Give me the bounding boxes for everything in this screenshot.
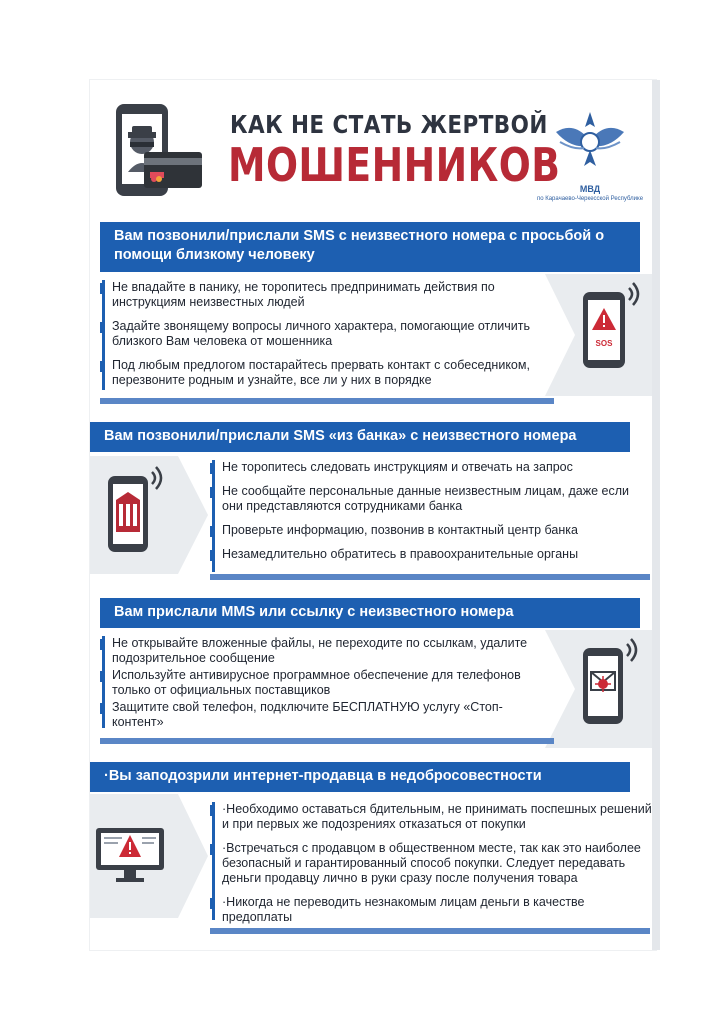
section-1-footer-bar (100, 398, 554, 404)
phone-bank-icon (90, 456, 208, 574)
sos-label: SOS (595, 339, 613, 348)
list-item: ·Необходимо оставаться бдительным, не принимать поспешных решений и при первых же подозрениях отказаться от покупки (210, 802, 652, 832)
list-item: Не открывайте вложенные файлы, не переходите по ссылкам, удалите подозрительное сообщение (100, 636, 530, 666)
section-online-seller (90, 762, 656, 942)
monitor-warning-icon (90, 794, 208, 918)
list-item: ·Никогда не переводить незнакомым лицам деньги в качестве предоплаты (210, 895, 652, 925)
list-item: Защитите свой телефон, подключите БЕСПЛАТНУЮ услугу «Стоп-контент» (100, 700, 530, 730)
poster-sheet (90, 80, 656, 950)
section-bank-sms (90, 422, 656, 582)
section-3-title: Вам прислали MMS или ссылку с неизвестного номера (114, 604, 514, 620)
section-1-items (100, 280, 530, 397)
section-3-items (100, 636, 530, 739)
section-4-title: ·Вы заподозрили интернет-продавца в недобросовестности (104, 768, 542, 784)
section-2-banner (90, 422, 630, 452)
section-4-banner (90, 762, 630, 792)
emblem-org: МВД (579, 184, 601, 194)
section-1-title: Вам позвонили/прислали SMS с неизвестного номера с просьбой о помощи близкому человеку (114, 228, 605, 263)
section-1-banner (100, 222, 640, 272)
section-4-footer-bar (210, 928, 650, 934)
section-3-footer-bar (100, 738, 554, 744)
list-item: Незамедлительно обратитесь в правоохранительные органы (210, 547, 650, 562)
mvd-emblem (530, 102, 650, 212)
list-item: Проверьте информацию, позвонив в контактный центр банка (210, 523, 650, 538)
list-item: Под любым предлогом постарайтесь прервать контакт с собеседником, перезвоните родным и узнайте, все ли у них в порядке (100, 358, 530, 388)
paper-edge (652, 80, 660, 950)
phone-warning-sos-icon (545, 274, 655, 396)
list-item: Используйте антивирусное программное обеспечение для телефонов только от официальных поставщиков (100, 668, 530, 698)
list-item: Задайте звонящему вопросы личного характера, помогающие отличить близкого Вам человека от мошенника (100, 319, 530, 349)
title-line-1: КАК НЕ СТАТЬ ЖЕРТВОЙ (230, 110, 548, 139)
section-2-title: Вам позвонили/прислали SMS «из банка» с неизвестного номера (104, 428, 577, 444)
list-item: Не торопитесь следовать инструкциям и отвечать на запрос (210, 460, 650, 475)
phone-virus-message-icon (545, 630, 655, 748)
section-4-items (210, 802, 652, 934)
section-2-footer-bar (210, 574, 650, 580)
fraudster-phone-card-icon (110, 102, 210, 202)
section-2-items (210, 460, 650, 571)
eagle-emblem-icon (550, 102, 630, 182)
list-item: ·Встречаться с продавцом в общественном месте, так как это наиболее безопасный и гарантированный способ покупки. Следует передавать деньги продавцу лично в руки сразу после получения товара (210, 841, 652, 886)
section-mms-link (90, 598, 656, 748)
list-item: Не сообщайте персональные данные неизвестным лицам, даже если они представляются сотрудниками банка (210, 484, 650, 514)
poster-header (90, 80, 656, 220)
section-relative-help (90, 222, 656, 402)
list-item: Не впадайте в панику, не торопитесь предпринимать действия по инструкциям неизвестных людей (100, 280, 530, 310)
title-line-2: МОШЕННИКОВ (228, 138, 561, 192)
emblem-subtitle: по Карачаево-Черкесской Республике (536, 196, 644, 202)
section-3-banner (100, 598, 640, 628)
